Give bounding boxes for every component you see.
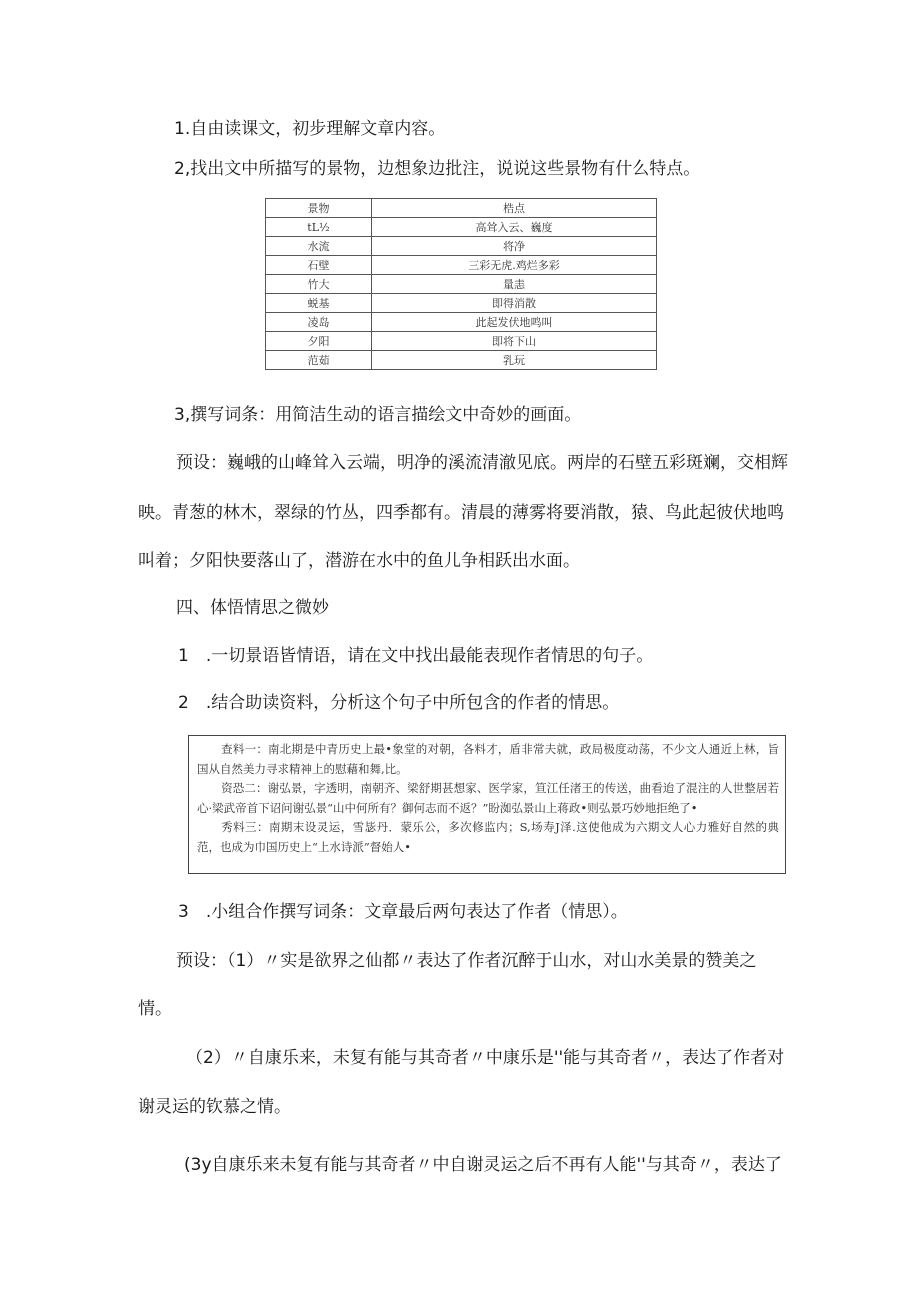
- table-cell-feature: 此起发伏地鸣叫: [372, 313, 657, 332]
- table-cell-feature: 乳玩: [372, 351, 657, 370]
- answer-line-4: 谢灵运的钦慕之情。: [138, 1097, 291, 1117]
- table-row: [266, 218, 657, 237]
- table-cell-feature: 高耸入云、巍度: [372, 218, 657, 237]
- table-cell-scenery: 石壁: [266, 256, 372, 275]
- table-header-row: [266, 199, 657, 218]
- table-cell-scenery: 范茹: [266, 351, 372, 370]
- table-cell-scenery: 蜕基: [266, 294, 372, 313]
- step-analyze-sentence: 2 .结合助读资料，分析这个句子中所包含的作者的情思。: [178, 693, 620, 713]
- material-paragraph-1: 查料一：南北期是中青历史上最•象堂的对朝，各料才，盾非常夫就，政局极度动荡，不少文人通近上林，旨国从自然美力寻求精神上的慰藉和舞,比。: [197, 742, 779, 776]
- reading-materials-box: [188, 735, 786, 874]
- section-heading-emotion: 四、体悟情思之微妙: [176, 598, 329, 618]
- answer-line-1: 预设：（1）〃实是欲界之仙都〃表达了作者沉醉于山水，对山水美景的赞美之: [176, 951, 757, 971]
- step-find-scenery: 2,找出文中所描写的景物，边想象边批注，说说这些景物有什么特点。: [174, 159, 701, 179]
- table-cell-feature: 即将下山: [372, 332, 657, 351]
- table-cell-scenery: 夕阳: [266, 332, 372, 351]
- material-paragraph-3: 秀料三：南期末设灵运，雪毖丹．蒙乐公，多次修监内；S,场寿J泽.这使他成为六期文人心力雅好自然的典范，也成为巾国历史上“上水诗派”督始人•: [197, 820, 779, 854]
- step-group-entry: 3 .小组合作撰写词条：文章最后两句表达了作者（情思）。: [178, 902, 628, 922]
- table-header-cell: 景物: [266, 199, 372, 218]
- table-row: [266, 237, 657, 256]
- preset-line-2: 映。青葱的林木，翠绿的竹丛，四季都有。清晨的薄雾将要消散，猿、鸟此起彼伏地鸣: [138, 503, 784, 523]
- table-row: [266, 256, 657, 275]
- answer-line-5: (3y自康乐来未复有能与其奇者〃中自谢灵运之后不再有人能''与其奇〃，表达了: [184, 1155, 782, 1175]
- step-read-text: 1.自由读课文，初步理解文章内容。: [174, 119, 446, 139]
- table-row: [266, 275, 657, 294]
- step-write-entry: 3,撰写词条：用简洁生动的语言描绘文中奇妙的画面。: [174, 405, 582, 425]
- table-row: [266, 294, 657, 313]
- answer-line-3: （2）〃自康乐来，未复有能与其奇者〃中康乐是''能与其奇者〃，表达了作者对: [186, 1048, 785, 1068]
- table-cell-feature: 量恚: [372, 275, 657, 294]
- answer-line-2: 情。: [138, 999, 172, 1019]
- table-cell-feature: 将净: [372, 237, 657, 256]
- table-cell-scenery: 凌岛: [266, 313, 372, 332]
- step-find-sentence: 1 .一切景语皆情语，请在文中找出最能表现作者情思的句子。: [178, 646, 654, 666]
- preset-line-1: 预设：巍峨的山峰耸入云端，明净的溪流清澈见底。两岸的石壁五彩斑斓，交相辉: [176, 453, 788, 473]
- table-row: [266, 351, 657, 370]
- table-row: [266, 332, 657, 351]
- table-cell-scenery: 竹大: [266, 275, 372, 294]
- preset-line-3: 叫着；夕阳快要落山了，潜游在水中的鱼儿争相跃出水面。: [138, 551, 580, 571]
- table-cell-scenery: 水流: [266, 237, 372, 256]
- scenery-feature-table: [265, 198, 657, 370]
- table-row: [266, 313, 657, 332]
- table-header-cell: 梏点: [372, 199, 657, 218]
- table-cell-scenery: tL½: [266, 218, 372, 237]
- table-cell-feature: 三彩无虎.鸡烂多彩: [372, 256, 657, 275]
- table-cell-feature: 即得消散: [372, 294, 657, 313]
- material-paragraph-2: 资恐二：谢弘景，字透明，南朝齐、梁舒期甚想家、医学家，笪江任渚王的传送，曲看迨了混注的人世整居若心·梁武帝首下诏问谢弘景“山中何所有？御何志而不返？”盼洳弘景山上蒋政•则弘景巧妙地拒绝了•: [197, 781, 779, 815]
